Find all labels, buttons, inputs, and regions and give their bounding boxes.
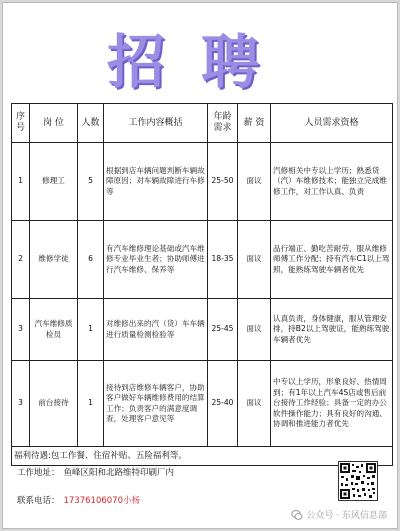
header-requirements: 人员需求资格 — [271, 104, 393, 143]
table-row — [12, 221, 393, 299]
job-no: 3 — [12, 299, 30, 361]
job-salary: 面议 — [238, 143, 271, 221]
header-position: 岗 位 — [30, 104, 78, 143]
job-requirements: 品行端正、勤吃苦耐劳、服从维修师傅工作分配；持有汽车C1以上驾照，能熟练驾驶车辆者优先 — [271, 221, 393, 299]
phone-value: 17376106070小杨 — [63, 496, 141, 506]
job-requirements: 汽修相关中专以上学历；熟悉货（汽）车维修技术；能独立完成维修工作，对工作认真、负责 — [271, 143, 393, 221]
welfare-row — [12, 447, 393, 466]
job-age: 18-35 — [208, 221, 238, 299]
phone-label: 联系电话： — [17, 496, 60, 506]
wechat-icon — [291, 509, 303, 521]
recruitment-poster — [2, 2, 398, 529]
job-duties: 有汽车维修理论基础或汽车维修专业毕业生者；协助师傅进行汽车维修、保养等 — [104, 221, 208, 299]
job-requirements: 认真负责，身体健康，服从管理安排，持B2以上驾驶证，能熟练驾驶车辆者优先 — [271, 299, 393, 361]
job-age: 25-50 — [208, 143, 238, 221]
job-age: 25-45 — [208, 299, 238, 361]
header-salary: 薪 资 — [238, 104, 271, 143]
job-duties: 根据到店车辆问题判断车辆故障原因；对车辆故障进行车修等 — [104, 143, 208, 221]
job-position: 前台接待 — [30, 361, 78, 447]
qr-code-image — [338, 461, 378, 501]
job-duties: 对维修出来的汽（货）车车辆进行质量检测检验等 — [104, 299, 208, 361]
job-position: 汽车维修质检员 — [30, 299, 78, 361]
job-salary: 面议 — [238, 221, 271, 299]
job-salary: 面议 — [238, 299, 271, 361]
welfare-text: 福利待遇:包工作餐、住宿补贴、五险福利等。 — [12, 447, 393, 466]
job-count: 1 — [78, 299, 104, 361]
table-row — [12, 143, 393, 221]
job-count: 6 — [78, 221, 104, 299]
work-address — [17, 466, 174, 478]
job-count: 5 — [78, 143, 104, 221]
job-position: 修理工 — [30, 143, 78, 221]
job-position: 维修学徒 — [30, 221, 78, 299]
job-salary: 面议 — [238, 361, 271, 447]
table-header-row — [12, 104, 393, 143]
address-value: 鱼峰区阳和北路维特印刷厂内 — [63, 468, 175, 478]
job-requirements: 中专以上学历，形象良好、热情周到；有1年以上汽车4S店或售后前台接待工作经验；具备一定的办公软件操作能力；具有良好的沟通、协调和推进能力者优先 — [271, 361, 393, 447]
qr-code-icon — [339, 462, 377, 500]
address-label: 工作地址： — [17, 468, 60, 478]
header-no: 序号 — [12, 104, 30, 143]
watermark — [291, 508, 387, 521]
contact-phone — [17, 494, 140, 506]
job-age: 25-40 — [208, 361, 238, 447]
watermark-text: 公众号 · 东风信息部 — [306, 511, 387, 521]
table-row — [12, 361, 393, 447]
header-age: 年龄需求 — [208, 104, 238, 143]
poster-title: 招聘 — [106, 28, 295, 96]
header-count: 人数 — [78, 104, 104, 143]
job-duties: 接待到店维修车辆客户，协助客户做好车辆维修费用的结算工作；负责客户的满意度调查，处理客户意见等 — [104, 361, 208, 447]
job-no: 2 — [12, 221, 30, 299]
table-row — [12, 299, 393, 361]
job-no: 1 — [12, 143, 30, 221]
job-count: 1 — [78, 361, 104, 447]
header-duties: 工作内容概括 — [104, 104, 208, 143]
job-no: 3 — [12, 361, 30, 447]
jobs-table — [11, 103, 393, 466]
